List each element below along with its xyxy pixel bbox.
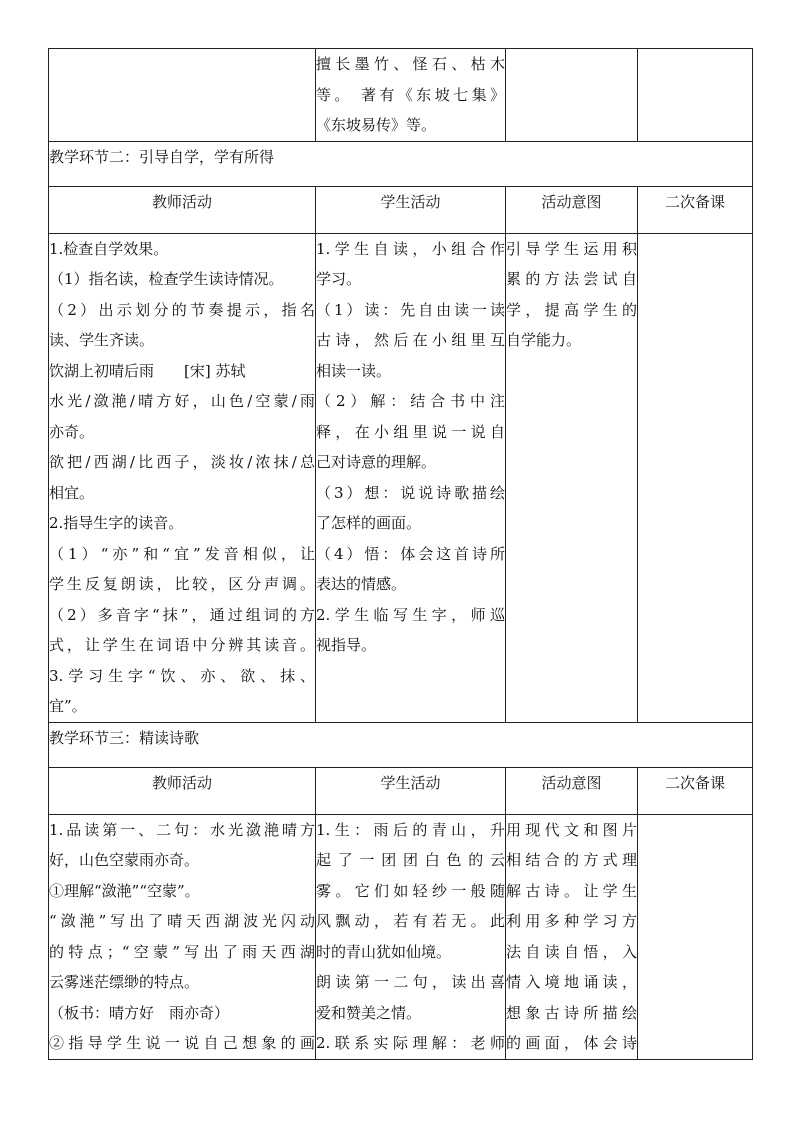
text-line: 亦奇。 [49,422,95,441]
text-line: 1.生：雨后的青山，升 [316,820,505,839]
header-teacher-activity: 教师活动 [49,186,316,233]
text-line: ②指导学生说一说自己想象的画 [49,1034,315,1052]
header-teacher-activity: 教师活动 [49,767,316,814]
text-line: 相宜。 [49,483,95,502]
section-3-header-row [49,767,753,814]
text-line: 《东坡易传》等。 [316,116,437,134]
text-line: ①理解“潋滟”“空蒙”。 [49,881,200,900]
text-line: 解古诗。让学生 [506,881,637,900]
text-line: 3.学习生字“饮、亦、欲、抹、 [49,666,315,685]
text-line: 表达的情感。 [316,575,407,593]
student-activity-cell [316,814,506,1059]
text-line: （2）多音字“抹”，通过组词的方 [49,605,315,624]
text-line: （2）出示划分的节奏提示，指名 [49,300,315,319]
text-line: 2.学生临写生字，师巡 [316,605,505,624]
header-student-activity: 学生活动 [316,767,506,814]
text-line: 学，提高学生的 [506,300,637,319]
text-line: 爱和赞美之情。 [316,1003,422,1022]
text-line: 欲把/西湖/比西子，淡妆/浓抹/总 [49,453,315,471]
text-line: 释，在小组里说一说自 [316,422,505,441]
text-line: 自学能力。 [506,331,582,349]
text-line: 引导学生运用积 [506,239,637,258]
section-3-title-row [49,722,753,767]
text-line: 想象古诗所描绘 [506,1003,637,1022]
text-line: 水光/潋滟/晴方好，山色/空蒙/雨 [49,392,315,410]
text-line: 的画面，体会诗 [506,1034,637,1052]
teacher-activity-cell [49,49,316,142]
text-line: 了怎样的画面。 [316,514,422,532]
text-line: 相读一读。 [316,361,392,380]
text-line: 朗读第一二句，读出喜 [316,973,505,991]
text-line: 相结合的方式理 [506,851,637,869]
text-line: 2.指导生字的读音。 [49,514,184,532]
student-activity-cell [316,233,506,722]
text-line: 利用多种学习方 [506,912,637,930]
text-line: （1）指名读，检查学生读诗情况。 [49,270,284,288]
text-line: 雾。它们如轻纱一般随 [316,881,505,900]
teacher-activity-cell [49,233,316,722]
intent-cell [506,233,638,722]
text-line: （4）悟：体会这首诗所 [316,544,505,563]
text-line: （1）读：先自由读一读 [316,300,505,319]
revision-cell [638,49,753,142]
text-line: 时的青山犹如仙境。 [316,942,452,961]
text-line: 云雾迷茫缥缈的特点。 [49,973,200,991]
text-line: 己对诗意的理解。 [316,453,437,471]
teacher-activity-cell [49,814,316,1059]
text-line: （板书：晴方好 雨亦奇） [49,1003,230,1022]
section-2-header-row [49,186,753,233]
text-line: （2）解：结合书中注 [316,392,505,410]
revision-cell [638,814,753,1059]
text-line: 风飘动，若有若无。此 [316,912,505,930]
revision-cell [638,233,753,722]
text-line: 宜”。 [49,697,87,715]
section-title: 教学环节三：精读诗歌 [49,722,753,767]
section-2-content-row [49,233,753,722]
intent-cell [506,49,638,142]
header-student-activity: 学生活动 [316,186,506,233]
text-line: 视指导。 [316,636,377,654]
header-activity-intent: 活动意图 [506,767,638,814]
text-line: 饮湖上初晴后雨 [宋] 苏轼 [49,361,246,380]
text-line: 学生反复朗读，比较，区分声调。 [49,575,315,593]
text-line: 学习。 [316,270,362,288]
text-line: 读、学生齐读。 [49,331,155,349]
section-3-content-row [49,814,753,1059]
text-line: 1.检查自学效果。 [49,239,169,258]
text-line: “潋滟”写出了晴天西湖波光闪动 [49,912,315,930]
text-line: 古诗，然后在小组里互 [316,331,505,349]
lesson-plan-table [48,48,753,1060]
text-line: 法自读自悟，入 [506,942,637,961]
text-line: （1）“亦”和“宜”发音相似，让 [49,544,315,563]
text-line: 2.联系实际理解：老师 [316,1034,505,1052]
text-line: 擅长墨竹、怪石、枯木 [316,55,505,73]
header-revision: 二次备课 [638,767,753,814]
text-line: 情入境地诵读， [506,973,637,991]
section-2-title-row [49,141,753,186]
header-revision: 二次备课 [638,186,753,233]
section-title: 教学环节二：引导自学，学有所得 [49,141,753,186]
text-line: 1.学生自读，小组合作 [316,239,505,258]
text-line: 1.品读第一、二句：水光潋滟晴方 [49,820,315,839]
text-line: 好，山色空蒙雨亦奇。 [49,851,200,869]
continuation-row [49,49,753,142]
text-line: 用现代文和图片 [506,820,637,839]
text-line: 起了一团团白色的云 [316,851,505,869]
text-line: 等。 著有《东坡七集》 [316,85,505,104]
intent-cell [506,814,638,1059]
text-line: （3）想：说说诗歌描绘 [316,483,505,502]
header-activity-intent: 活动意图 [506,186,638,233]
text-line: 的特点；“空蒙”写出了雨天西湖 [49,942,315,961]
text-line: 式，让学生在词语中分辨其读音。 [49,636,315,654]
student-activity-cell [316,49,506,142]
text-line: 累的方法尝试自 [506,270,637,288]
